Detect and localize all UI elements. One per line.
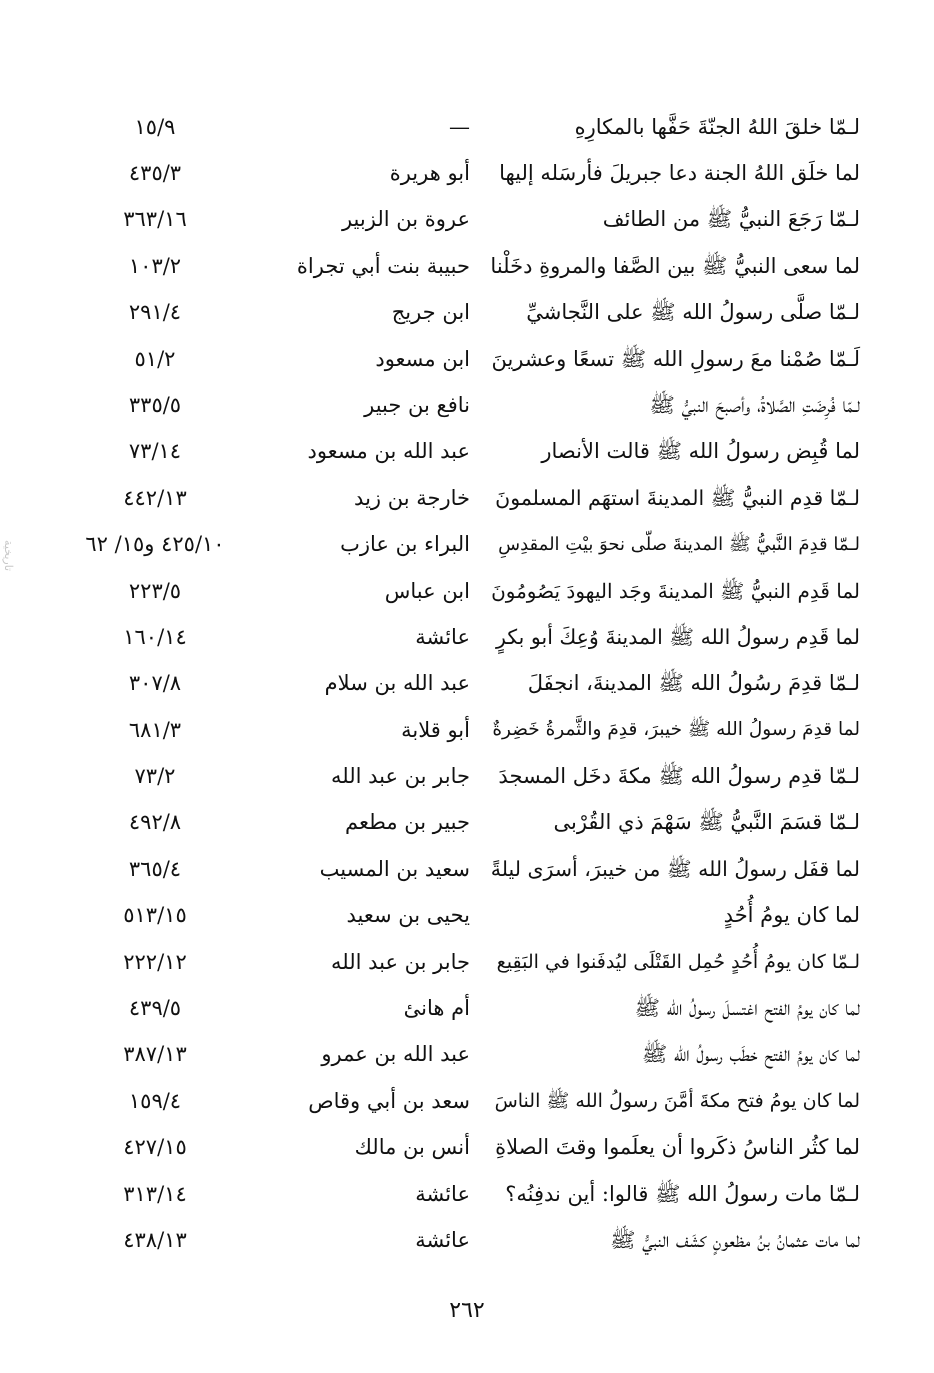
- hadith-index-table: [60, 104, 860, 1264]
- index-row: [60, 197, 860, 243]
- index-row: [60, 614, 860, 660]
- hadith-incipit: لما كثُر الناسُ ذكَروا أن يعلَموا وقتَ الصلاةِ: [495, 1135, 860, 1160]
- narrator: عائشة: [415, 624, 470, 649]
- narrator: ابن عباس: [384, 578, 470, 603]
- hadith-incipit: لما كان يومُ فتح مكةَ أمَّنَ رسولُ الله ﷺ الناسَ: [494, 1089, 860, 1112]
- hadith-incipit: لما مات عثمانُ بنُ مظعونٍ كشَف النبيُّ ﷺ: [610, 1227, 860, 1252]
- narrator: عبد الله بن سلام: [324, 671, 470, 696]
- narrator: أبو هريرة: [389, 160, 470, 185]
- volume-page-reference: ٤٤٢/١٣: [123, 485, 187, 510]
- index-row: [60, 893, 860, 939]
- index-row: [60, 707, 860, 753]
- volume-page-reference: ٤٣٥/٣: [128, 160, 182, 185]
- volume-page-reference: ٧٣/٢: [134, 764, 176, 789]
- index-row: [60, 290, 860, 336]
- index-row: [60, 104, 860, 150]
- index-row: [60, 243, 860, 289]
- index-row: [60, 336, 860, 382]
- hadith-incipit: لـمّا فُرِضَتِ الصَّلاةُ، وأصبحَ النبيُّ ﷺ: [649, 392, 860, 417]
- index-row: [60, 1171, 860, 1217]
- volume-page-reference: ١٥/٩: [134, 114, 176, 139]
- volume-page-reference: ٤٩٢/٨: [128, 810, 182, 835]
- index-row: [60, 753, 860, 799]
- volume-page-reference: ٤٢٥/١٠ و١٥/ ٦٢: [85, 532, 225, 557]
- index-row: [60, 661, 860, 707]
- index-row: [60, 800, 860, 846]
- hadith-incipit: لـمّا صلَّى رسولُ الله ﷺ على النَّجاشيِّ: [526, 300, 860, 325]
- volume-page-reference: ٣١٣/١٤: [123, 1181, 187, 1206]
- narrator: حبيبة بنت أبي تجراة: [296, 253, 470, 278]
- index-row: [60, 568, 860, 614]
- volume-page-reference: ٤٣٨/١٣: [123, 1227, 187, 1252]
- narrator: عائشة: [415, 1227, 470, 1252]
- hadith-incipit: لما قدِمَ رسولُ الله ﷺ خيبرَ، قدِمَ والثَّمرةُ خَضِرةٌ: [492, 719, 860, 741]
- hadith-incipit: لما قُبِض رسولُ الله ﷺ قالت الأنصار: [541, 439, 860, 464]
- narrator: أم هانئ: [403, 996, 470, 1021]
- hadith-incipit: لـمّا رَجَعَ النبيُّ ﷺ من الطائف: [602, 207, 860, 232]
- hadith-incipit: لـمّا قدِم رسولُ الله ﷺ مكةَ دخَل المسجدَ: [498, 764, 860, 789]
- narrator: سعيد بن المسيب: [319, 856, 470, 881]
- narrator: —: [449, 114, 470, 139]
- volume-page-reference: ٧٣/١٤: [128, 439, 182, 464]
- index-row: [60, 150, 860, 196]
- margin-note: تاريخية: [2, 540, 15, 572]
- volume-page-reference: ١٥٩/٤: [128, 1088, 182, 1113]
- volume-page-reference: ٥١٣/١٥: [123, 903, 187, 928]
- narrator: نافع بن جبير: [364, 392, 470, 417]
- volume-page-reference: ٢٢٢/١٢: [123, 949, 187, 974]
- hadith-incipit: لـمّا كان يومُ أُحُدٍ حُمِل القَتْلَى ليُدفَنوا في البَقِيع: [496, 950, 860, 973]
- hadith-incipit: لـمّا خلقَ اللهُ الجنّةَ حَفَّها بالمكارِهِ: [574, 114, 860, 139]
- narrator: جابر بن عبد الله: [330, 949, 470, 974]
- hadith-incipit: لما قفَل رسولُ الله ﷺ من خيبرَ، أسرَى ليلةً: [490, 857, 860, 882]
- volume-page-reference: ٣٦٣/١٦: [123, 207, 187, 232]
- narrator: سعد بن أبي وقاص: [308, 1088, 470, 1113]
- volume-page-reference: ٢٢٣/٥: [128, 578, 182, 603]
- hadith-incipit: لما قَدِم النبيُّ ﷺ المدينةَ وجَد اليهودَ يَصُومُونَ: [491, 579, 860, 604]
- narrator: ابن جريج: [391, 300, 470, 325]
- narrator: أنس بن مالك: [354, 1135, 470, 1160]
- hadith-incipit: لـمّا قدِمَ النَّبيُّ ﷺ المدينةَ صلّى نحوَ بيْتِ المقدِسِ: [498, 533, 860, 555]
- hadith-incipit: لـمّا مات رسولُ الله ﷺ قالوا: أين ندفِنُه؟: [505, 1181, 860, 1206]
- hadith-incipit: لـمّا قدِم النبيُّ ﷺ المدينةَ استهَم المسلمونَ: [495, 486, 860, 511]
- narrator: ابن مسعود: [375, 346, 470, 371]
- narrator: عائشة: [415, 1181, 470, 1206]
- hadith-incipit: لـمّا قسَمَ النَّبيُّ ﷺ سَهْمَ ذي القُرْبى: [553, 810, 860, 835]
- index-row: [60, 1078, 860, 1124]
- hadith-incipit: لـمّا قدِمَ رسُولُ الله ﷺ المدينةَ، انجفَلَ: [527, 671, 860, 696]
- volume-page-reference: ١٦٠/١٤: [123, 624, 187, 649]
- index-row: [60, 429, 860, 475]
- narrator: يحيى بن سعيد: [346, 903, 470, 928]
- narrator: عبد الله بن عمرو: [321, 1042, 470, 1067]
- index-row: [60, 522, 860, 568]
- index-row: [60, 1032, 860, 1078]
- hadith-incipit: لَـمّا صُمْنا معَ رسولِ الله ﷺ تسعًا وعشرينَ: [491, 346, 860, 371]
- hadith-incipit: لما سعى النبيُّ ﷺ بين الصَّفا والمروةِ دخَلْنا: [490, 253, 860, 278]
- page-number: ٢٦٢: [449, 1298, 485, 1323]
- volume-page-reference: ٥١/٢: [134, 346, 176, 371]
- volume-page-reference: ٤٣٩/٥: [128, 996, 182, 1021]
- index-row: [60, 846, 860, 892]
- narrator: عبد الله بن مسعود: [307, 439, 470, 464]
- index-row: [60, 1125, 860, 1171]
- hadith-incipit: لما خلَق اللهُ الجنة دعا جبريلَ فأرسَله إليها: [499, 160, 860, 185]
- narrator: أبو قلابة: [401, 717, 470, 742]
- hadith-incipit: لما كان يومُ أُحُدٍ: [723, 903, 860, 928]
- index-row: [60, 475, 860, 521]
- volume-page-reference: ٢٩١/٤: [128, 300, 182, 325]
- narrator: جبير بن مطعم: [344, 810, 470, 835]
- narrator: البراء بن عازب: [340, 532, 470, 557]
- hadith-incipit: لما كان يومُ الفتح خطَب رسولُ الله ﷺ: [641, 1042, 860, 1067]
- narrator: خارجة بن زيد: [354, 485, 470, 510]
- volume-page-reference: ٣٦٥/٤: [128, 856, 182, 881]
- volume-page-reference: ٣٨٧/١٣: [123, 1042, 187, 1067]
- index-row: [60, 382, 860, 428]
- volume-page-reference: ٣٠٧/٨: [128, 671, 182, 696]
- volume-page-reference: ٦٨١/٣: [128, 717, 182, 742]
- index-row: [60, 939, 860, 985]
- index-row: [60, 985, 860, 1031]
- volume-page-reference: ٤٢٧/١٥: [123, 1135, 187, 1160]
- index-row: [60, 1217, 860, 1263]
- hadith-incipit: لما قَدِم رسولُ الله ﷺ المدينةَ وُعِكَ أبو بكرٍ: [496, 625, 860, 650]
- hadith-incipit: لما كان يومُ الفتح اغتسلَ رسولُ الله ﷺ: [634, 996, 860, 1021]
- volume-page-reference: ٣٣٥/٥: [128, 392, 182, 417]
- narrator: عروة بن الزبير: [341, 207, 470, 232]
- narrator: جابر بن عبد الله: [330, 764, 470, 789]
- volume-page-reference: ١٠٣/٢: [128, 253, 182, 278]
